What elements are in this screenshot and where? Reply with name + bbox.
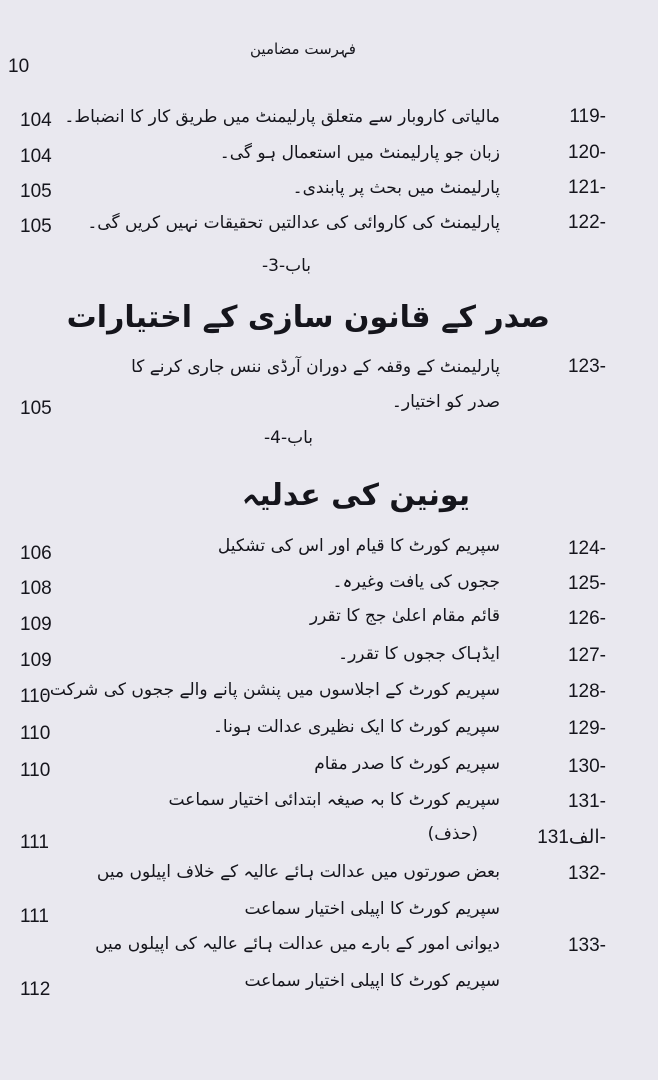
- entry-number: 121-: [567, 177, 606, 198]
- entry-number: 131-: [567, 791, 606, 812]
- entry-title: سپریم کورٹ کا صدر مقام: [314, 754, 500, 774]
- entry-number: 126-: [567, 608, 606, 629]
- entry-number: 124-: [567, 538, 606, 559]
- entry-title: سپریم کورٹ کا بہ صیغہ ابتدائی اختیار سماعت: [168, 790, 500, 810]
- entry-page: 105: [20, 216, 52, 237]
- chapter-title: صدر کے قانون سازی کے اختیارات: [66, 300, 550, 335]
- entry-number: 119-: [569, 106, 606, 127]
- entry-number: 125-: [567, 573, 606, 594]
- entry-title: مالیاتی کاروبار سے متعلق پارلیمنٹ میں طریق کار کا انضباط۔: [64, 107, 500, 127]
- entry-title-line2: سپریم کورٹ کا اپیلی اختیار سماعت: [244, 899, 500, 919]
- entry-page: 111: [20, 906, 49, 927]
- entry-number: 128-: [567, 681, 606, 702]
- page-number: 10: [8, 56, 30, 77]
- entry-title: ججوں کی یافت وغیرہ۔: [332, 572, 500, 592]
- entry-number: 131الف-: [537, 827, 606, 848]
- entry-title: سپریم کورٹ کا ایک نظیری عدالت ہونا۔: [212, 717, 500, 737]
- entry-page: 104: [20, 110, 52, 131]
- chapter-label: باب-3-: [262, 256, 312, 276]
- entry-title: قائم مقام اعلیٰ جج کا تقرر: [309, 606, 500, 626]
- entry-title-line2: سپریم کورٹ کا اپیلی اختیار سماعت: [244, 971, 500, 991]
- entry-page: 110: [20, 760, 51, 781]
- entry-title-line1: بعض صورتوں میں عدالت ہائے عالیہ کے خلاف اپیلوں میں: [96, 862, 500, 882]
- entry-number: 132-: [567, 863, 606, 884]
- entry-title-line1: پارلیمنٹ کے وقفہ کے دوران آرڈی ننس جاری کرنے کا: [131, 357, 500, 377]
- entry-page: 105: [20, 398, 52, 419]
- entry-page: 109: [20, 650, 52, 671]
- entry-page: 108: [20, 578, 52, 599]
- page-header-title: فہرست مضامین: [250, 40, 356, 58]
- entry-page: 111: [20, 832, 49, 853]
- chapter-label: باب-4-: [264, 428, 314, 448]
- entry-page: 112: [20, 979, 51, 1000]
- entry-page: 106: [20, 543, 52, 564]
- entry-page: 110: [20, 723, 51, 744]
- entry-number: 133-: [567, 935, 606, 956]
- entry-title: ایڈہاک ججوں کا تقرر۔: [338, 644, 500, 664]
- entry-number: 129-: [567, 718, 606, 739]
- entry-number: 130-: [567, 756, 606, 777]
- entry-page: 109: [20, 614, 52, 635]
- entry-title: سپریم کورٹ کا قیام اور اس کی تشکیل: [217, 536, 500, 556]
- entry-number: 123-: [567, 356, 606, 377]
- entry-title: سپریم کورٹ کے اجلاسوں میں پنشن پانے والے ججوں کی شرکت۔: [39, 680, 500, 700]
- chapter-title: یونین کی عدلیہ: [241, 478, 470, 513]
- entry-title: (حذف): [427, 824, 478, 844]
- entry-page: 110: [20, 686, 51, 707]
- entry-title: پارلیمنٹ میں بحث پر پابندی۔: [292, 178, 500, 198]
- entry-number: 120-: [567, 142, 606, 163]
- entry-title: زبان جو پارلیمنٹ میں استعمال ہو گی۔: [219, 143, 500, 163]
- entry-title: پارلیمنٹ کی کاروائی کی عدالتیں تحقیقات نہیں کریں گی۔: [87, 213, 500, 233]
- entry-title-line2: صدر کو اختیار۔: [391, 392, 500, 412]
- entry-number: 122-: [567, 212, 606, 233]
- entry-page: 104: [20, 146, 52, 167]
- entry-title-line1: دیوانی امور کے بارے میں عدالت ہائے عالیہ کی اپیلوں میں: [95, 934, 500, 954]
- entry-page: 105: [20, 181, 52, 202]
- entry-number: 127-: [567, 645, 606, 666]
